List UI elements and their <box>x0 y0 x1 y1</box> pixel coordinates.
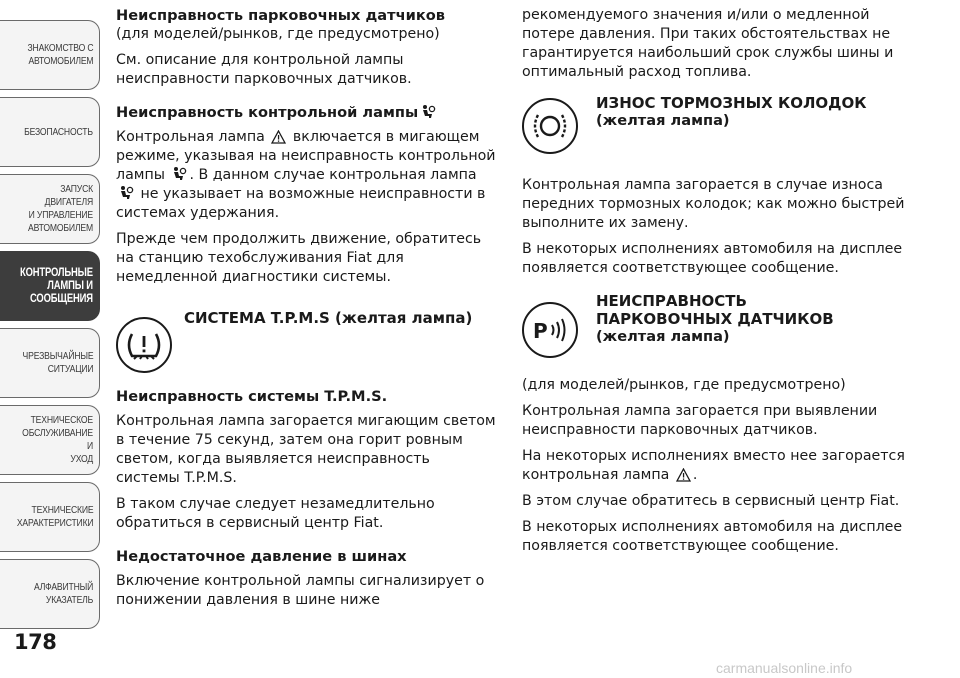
section-heading: Недостаточное давление в шинах <box>116 548 407 565</box>
airbag-icon <box>171 166 187 182</box>
tab-label: ТЕХНИЧЕСКИЕ ХАРАКТЕРИСТИКИ <box>16 504 93 529</box>
paragraph: В таком случае следует незамедлительно обратиться в сервисный центр Fiat. <box>116 496 435 531</box>
tab-getting-to-know[interactable] <box>0 20 100 90</box>
tab-emergencies[interactable] <box>0 328 100 398</box>
tab-maintenance[interactable] <box>0 405 100 475</box>
text: Контрольная лампа <box>116 129 265 145</box>
paragraph: рекомендуемого значения и/или о медленной потере давления. При таких обстоятельствах не гарантируется наибольший срок службы шины и оптимальный расход топлива. <box>522 7 894 80</box>
parking-sensors-symbol <box>530 315 570 345</box>
market-note: (для моделей/рынков, где предусмотрено) <box>522 377 846 393</box>
parking-sensors-lamp-block <box>522 292 918 376</box>
tpms-lamp-block <box>116 307 498 383</box>
warning-triangle-icon <box>676 468 691 482</box>
paragraph: Контрольная лампа загорается мигающим светом в течение 75 секунд, затем она горит ровным светом, когда выявляется неисправность системы T.P.M.S. <box>116 413 496 486</box>
text: включается в мигающем режиме, указывая на неисправность контрольной лампы <box>116 129 496 183</box>
brake-pads-icon <box>522 98 578 154</box>
watermark: carmanualsonline.info <box>716 660 853 676</box>
tab-label: ЗНАКОМСТВО С АВТОМОБИЛЕМ <box>27 42 93 67</box>
paragraph: В некоторых исполнениях автомобиля на дисплее появляется соответствующее сообщение. <box>522 519 903 554</box>
tpms-title: СИСТЕМА T.P.M.S (желтая лампа) <box>184 309 473 327</box>
tab-technical-specs[interactable] <box>0 482 100 552</box>
tab-label: АЛФАВИТНЫЙ УКАЗАТЕЛЬ <box>33 581 93 606</box>
right-column <box>522 0 918 563</box>
brake-pads-subtitle: (желтая лампа) <box>596 112 730 129</box>
tab-label: БЕЗОПАСНОСТЬ <box>24 125 93 138</box>
brake-pads-title: ИЗНОС ТОРМОЗНЫХ КОЛОДОК <box>596 94 867 112</box>
tpms-icon <box>116 317 172 373</box>
brake-pads-lamp-block <box>522 94 918 176</box>
text: . <box>692 467 698 483</box>
paragraph <box>116 128 498 223</box>
parking-sensors-icon <box>522 302 578 358</box>
tab-label: КОНТРОЛЬНЫЕ ЛАМПЫ И СООБЩЕНИЯ <box>20 266 93 305</box>
airbag-icon <box>118 185 134 201</box>
parking-sensors-title-2: ПАРКОВОЧНЫХ ДАТЧИКОВ <box>596 310 834 328</box>
page-number: 178 <box>14 630 57 654</box>
text: На некоторых исполнениях вместо нее загорается контрольная лампа <box>522 448 905 483</box>
text: не указывает на возможные неисправности в системах удержания. <box>116 186 486 221</box>
tpms-symbol <box>124 328 164 362</box>
tab-label: ЧРЕЗВЫЧАЙНЫЕ СИТУАЦИИ <box>22 350 93 375</box>
tab-label: ЗАПУСК ДВИГАТЕЛЯ И УПРАВЛЕНИЕ АВТОМОБИЛЕМ <box>28 183 94 234</box>
airbag-icon <box>420 104 436 120</box>
section-heading: Неисправность парковочных датчиков <box>116 7 445 24</box>
left-column <box>116 0 498 617</box>
brake-pads-symbol <box>530 106 570 146</box>
section-heading: Неисправность системы T.P.M.S. <box>116 388 388 405</box>
tab-starting-driving[interactable] <box>0 174 100 244</box>
text: . В данном случае контрольная лампа <box>189 167 477 183</box>
paragraph: Контрольная лампа загорается в случае износа передних тормозных колодок; как можно быстрей выполните их замену. <box>522 177 905 231</box>
tab-label: ТЕХНИЧЕСКОЕ ОБСЛУЖИВАНИЕ И УХОД <box>22 414 93 465</box>
warning-triangle-icon <box>271 130 286 144</box>
parking-sensors-subtitle: (желтая лампа) <box>596 328 730 345</box>
heading-text: Неисправность контрольной лампы <box>116 104 419 121</box>
paragraph: Контрольная лампа загорается при выявлении неисправности парковочных датчиков. <box>522 403 878 438</box>
paragraph: Включение контрольной лампы сигнализирует о понижении давления в шине ниже <box>116 573 485 608</box>
paragraph <box>522 447 918 485</box>
parking-sensors-title-1: НЕИСПРАВНОСТЬ <box>596 292 747 310</box>
svg-text:P: P <box>533 319 548 343</box>
paragraph: В некоторых исполнениях автомобиля на дисплее появляется соответствующее сообщение. <box>522 241 903 276</box>
tab-safety[interactable] <box>0 97 100 167</box>
tab-index[interactable] <box>0 559 100 629</box>
chapter-tabs <box>0 0 104 620</box>
market-note: (для моделей/рынков, где предусмотрено) <box>116 26 440 42</box>
paragraph: Прежде чем продолжить движение, обратитесь на станцию техобслуживания Fiat для немедленной диагностики системы. <box>116 231 482 285</box>
section-heading-lamp-failure <box>116 103 498 122</box>
paragraph: См. описание для контрольной лампы неисправности парковочных датчиков. <box>116 52 412 87</box>
tab-warning-lights[interactable] <box>0 251 100 321</box>
paragraph: В этом случае обратитесь в сервисный центр Fiat. <box>522 493 900 509</box>
